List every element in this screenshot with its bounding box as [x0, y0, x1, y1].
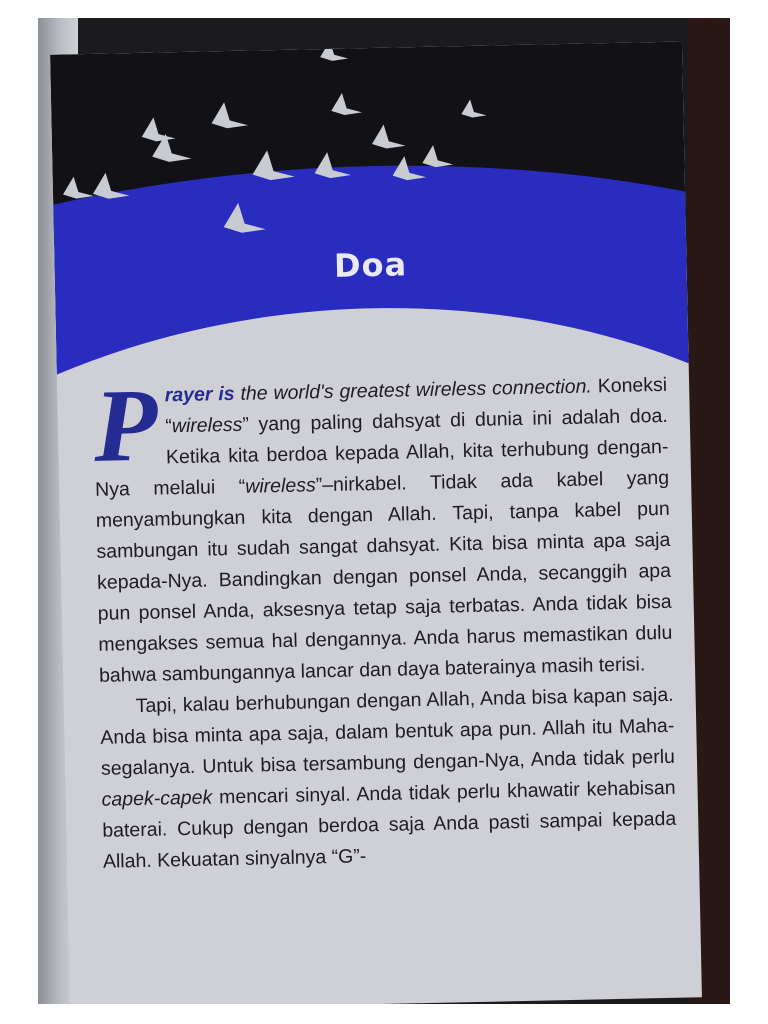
bird-silhouette-icon — [320, 41, 348, 61]
body-text — [92, 367, 677, 878]
lead-italic: the world's greatest wireless connection. — [234, 375, 593, 405]
bird-silhouette-icon — [252, 150, 295, 181]
paragraph-1 — [92, 367, 673, 692]
paragraph-1-em-b: wireless — [245, 474, 316, 498]
book-page — [50, 41, 702, 1004]
bird-silhouette-icon — [93, 172, 130, 199]
paragraph-2 — [99, 680, 677, 878]
paragraph-2-text-a: Tapi, kalau berhubungan dengan Allah, Anda bisa kapan saja. Anda bisa minta apa saja, dalam bentuk apa pun. Allah itu Maha-segalanya. Untuk bisa tersambung dengan-Nya, Anda tidak perlu — [100, 683, 676, 780]
paragraph-1-text-b: ” yang paling dahsyat di dunia ini adalah doa. Ketika kita berdoa kepada Allah, kita terhubung dengan-Nya melalui “ — [94, 404, 669, 501]
paragraph-2-text-b: mencari sinyal. Anda tidak perlu khawatir kehabisan baterai. Cukup dengan berdoa saja Anda pasti sampai kepada Allah. Kekuatan sinyalnya “G”- — [102, 776, 677, 873]
chapter-title: Doa — [333, 245, 408, 285]
bird-silhouette-icon — [63, 176, 94, 199]
bird-silhouette-icon — [314, 152, 351, 179]
paragraph-2-em-a: capek-capek — [101, 786, 213, 811]
paragraph-1-text-a: Koneksi “ — [165, 373, 668, 438]
chapter-header-art — [50, 41, 689, 384]
bird-silhouette-icon — [422, 145, 453, 168]
drop-cap: P — [92, 367, 159, 484]
lead-phrase: rayer is — [164, 382, 235, 407]
bird-silhouette-icon — [372, 124, 406, 149]
paragraph-1-em-a: wireless — [171, 413, 243, 438]
bird-silhouette-icon — [141, 117, 175, 142]
book-photo — [38, 18, 730, 1004]
paragraph-1-text-c: ”–nirkabel. Tidak ada kabel yang menyambungkan kita dengan Allah. Tapi, tanpa kabel pun sambungan itu sudah sangat dahsyat. Kita bisa minta apa saja kepada-Nya. Bandingkan dengan ponsel Anda, secanggih apa pun ponsel Anda, aksesnya tetap saja terbatas. Anda tidak bisa mengakses semua hal dengannya. Anda harus memastikan dulu bahwa sambungannya lancar dan daya baterainya masih terisi. — [95, 466, 673, 687]
bird-silhouette-icon — [331, 93, 362, 116]
bird-silhouette-icon — [211, 102, 248, 129]
bird-silhouette-icon — [461, 99, 487, 118]
